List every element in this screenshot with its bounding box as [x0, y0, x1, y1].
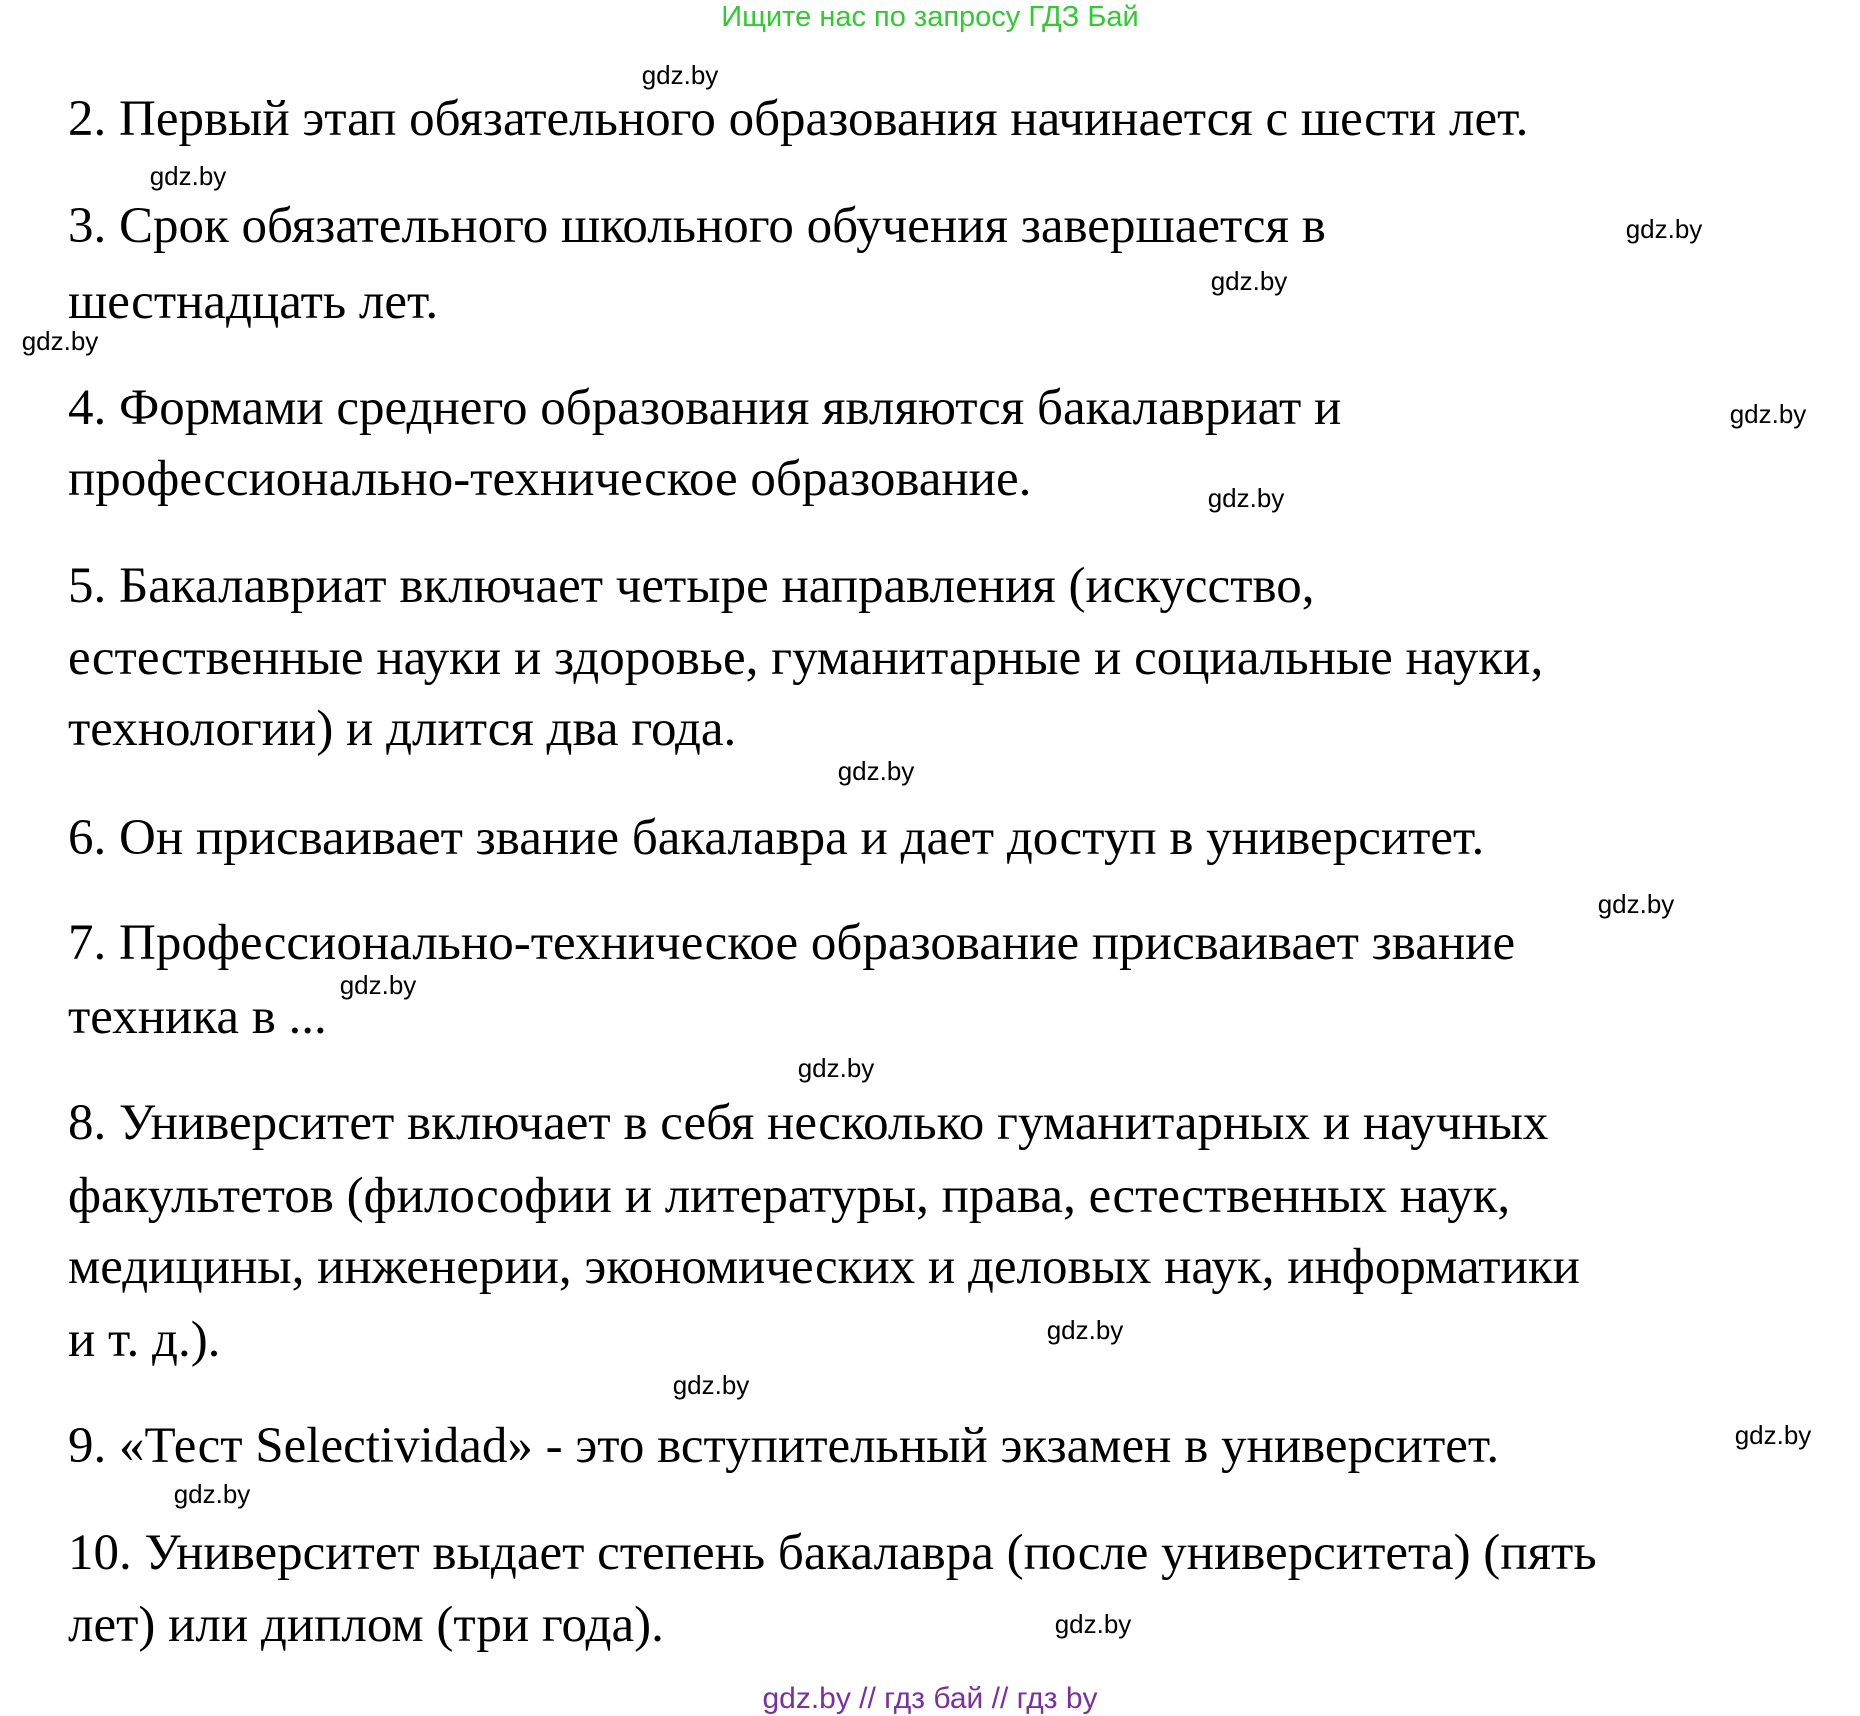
search-hint-banner: Ищите нас по запросу ГДЗ Бай [721, 1, 1139, 33]
answer-line: 2. Первый этап обязательного образования начинается с шести лет. [68, 91, 1529, 147]
watermark: gdz.by [21, 326, 99, 356]
watermark: gdz.by [1207, 483, 1285, 513]
watermark: gdz.by [797, 1053, 875, 1083]
watermark: gdz.by [339, 970, 417, 1000]
watermark: gdz.by [1729, 399, 1807, 429]
answer-line: 7. Профессионально-техническое образование присваивает звание [68, 915, 1516, 971]
watermark: gdz.by [1210, 266, 1288, 296]
watermark: gdz.by [1046, 1315, 1124, 1345]
answer-line: 5. Бакалавриат включает четыре направления (искусство, [68, 558, 1315, 614]
answer-line: медицины, инженерии, экономических и деловых наук, информатики [68, 1239, 1580, 1295]
answer-line: 8. Университет включает в себя несколько гуманитарных и научных [68, 1095, 1549, 1151]
answer-line: 10. Университет выдает степень бакалавра (после университета) (пять [68, 1525, 1597, 1581]
watermark: gdz.by [173, 1479, 251, 1509]
answer-line: факультетов (философии и литературы, права, естественных наук, [68, 1168, 1511, 1224]
answer-line: и т. д.). [68, 1312, 221, 1368]
answer-line: 9. «Тест Selectividad» - это вступительный экзамен в университет. [68, 1418, 1500, 1474]
answer-line: профессионально-техническое образование. [68, 451, 1032, 507]
watermark: gdz.by [672, 1370, 750, 1400]
answer-line: технологии) и длится два года. [68, 701, 737, 757]
watermark: gdz.by [1597, 889, 1675, 919]
answer-line: естественные науки и здоровье, гуманитарные и социальные науки, [68, 630, 1544, 686]
answer-line: 6. Он присваивает звание бакалавра и дает доступ в университет. [68, 810, 1485, 866]
answer-line: шестнадцать лет. [68, 274, 439, 330]
watermark: gdz.by [1734, 1420, 1812, 1450]
watermark: gdz.by [149, 161, 227, 191]
watermark: gdz.by [1054, 1609, 1132, 1639]
footer-links: gdz.by // гдз бай // гдз by [762, 1682, 1098, 1715]
watermark: gdz.by [641, 60, 719, 90]
answer-line: 4. Формами среднего образования являются бакалавриат и [68, 380, 1342, 436]
watermark: gdz.by [1625, 214, 1703, 244]
answer-line: 3. Срок обязательного школьного обучения завершается в [68, 198, 1326, 254]
answer-line: лет) или диплом (три года). [68, 1597, 664, 1653]
answer-line: техника в ... [68, 989, 327, 1045]
watermark: gdz.by [837, 756, 915, 786]
